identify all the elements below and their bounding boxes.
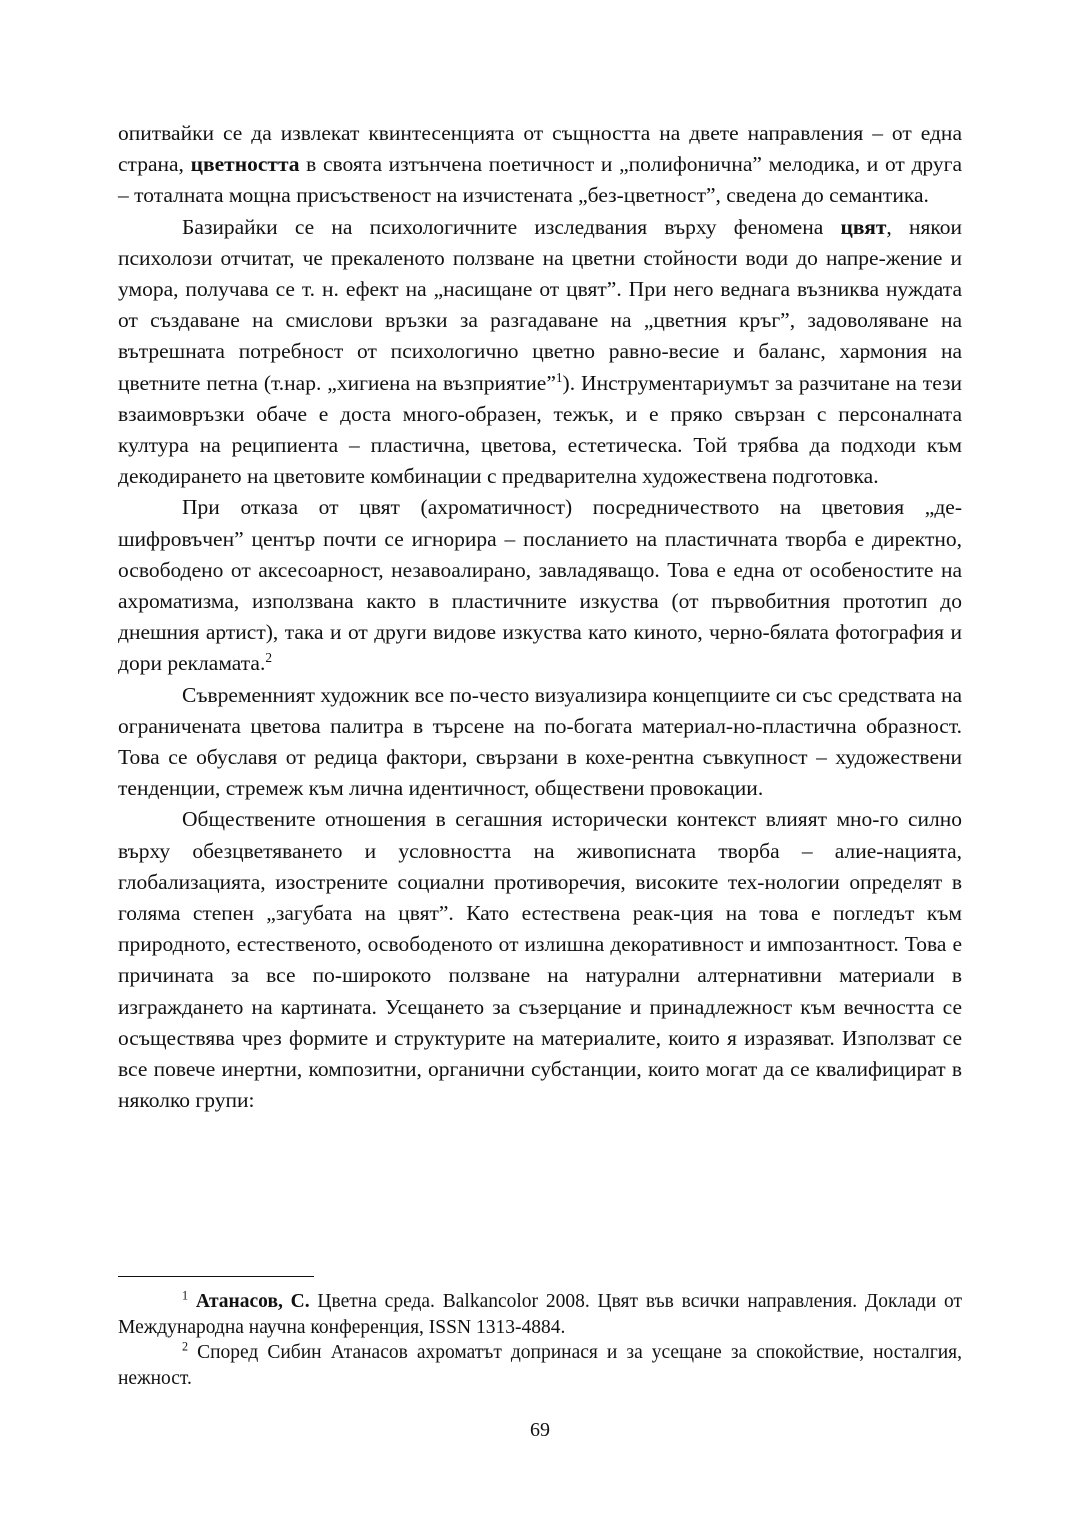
paragraph-1: опитвайки се да извлекат квинтесенцията от същността на двете направления – от една страна, цветността в своята изтънчена поетичност и „полифонична” мелодика, и от друга – тоталната мощна присъственост на изчистената „без-цветност”, сведена до семантика.	[118, 121, 962, 208]
footnote-number-1: 1	[182, 1288, 189, 1303]
body-text	[118, 118, 962, 1117]
footnote-1: $^1$ Атанасов, С. Цветна среда. Balkancolor 2008. Цвят във всички направления. Доклади от Международна научна конференция, ISSN 1313-4884.	[118, 1288, 963, 1338]
footnote-number-2: 2	[182, 1339, 189, 1354]
bold-term-colorfulness: цветността	[190, 152, 300, 177]
footnote-ref-2[interactable]: 2	[265, 650, 273, 666]
footnote-separator	[118, 1276, 314, 1277]
footnote-author: Атанасов, С.	[195, 1291, 310, 1312]
footnote-ref-1[interactable]: 1	[555, 369, 563, 385]
paragraph-5: Обществените отношения в сегашния исторически контекст влияят мно-го силно върху обезцветяването и условността на живописната творба – алие-нацията, глобализацията, изострените социални противоречия, високите тех-нологии определят в голяма степен „загубата на цвят”. Като естествена реак-ция на това е погледът към природното, естественото, освободеното от излишна декоративност и импозантност. Това е причината за все по-широкото ползване на натурални алтернативни материали в изграждането на картината. Усещането за съзерцание и принадлежност към вечността се осъществява чрез формите и структурите на материалите, които я изразяват. Използват се все повече инертни, композитни, органични субстанции, които могат да се квалифицират в няколко групи:	[118, 807, 962, 1113]
paragraph-2: Базирайки се на психологичните изследвания върху феномена цвят, някои психолози отчитат, че прекаленото ползване на цветни стойности води до напре-жение и умора, получава се т. н. ефект на „насищане от цвят”. При него веднага възниква нуждата от създаване на смислови връзки за разгадаване на „цветния кръг”, задоволяване на вътрешната потребност от психологично цветно равно-весие и баланс, хармония на цветните петна (т.нар. „хигиена на възприятие”$^1$). Инструментариумът за разчитане на тези взаимовръзки обаче е доста много-образен, тежък, и е пряко свързан с персоналната култура на реципиента – пластична, цветова, естетическа. Той трябва да подходи към декодирането на цветовите комбинации с предварителна художествена подготовка.	[118, 214, 962, 489]
footnotes	[118, 1289, 962, 1391]
paragraph-3: При отказа от цвят (ахроматичност) посредничеството на цветовия „де-шифровъчен” център почти се игнорира – посланието на пластичната творба е директно, освободено от аксесоарност, незавоалирано, завладяващо. Това е една от особеностите на ахроматизма, използвана както в пластичните изкуства (от първобитния прототип до днешния артист), така и от други видове изкуства като киното, черно-бялата фотография и дори рекламата.$^2$	[118, 495, 962, 676]
bold-term-color: цвят	[840, 214, 887, 239]
paragraph-4: Съвременният художник все по-често визуализира концепциите си със средствата на ограничената цветова палитра в търсене на по-богата материал-но-пластична образност. Това се обуславя от редица фактори, свързани в кохе-рентна съвкупност – художествени тенденции, стремеж към лична идентичност, обществени провокации.	[118, 682, 962, 801]
page-number: 69	[530, 1419, 550, 1441]
footnote-2: $^2$ Според Сибин Атанасов ахроматът допринася и за усещане за спокойствие, носталгия, нежност.	[118, 1339, 962, 1389]
